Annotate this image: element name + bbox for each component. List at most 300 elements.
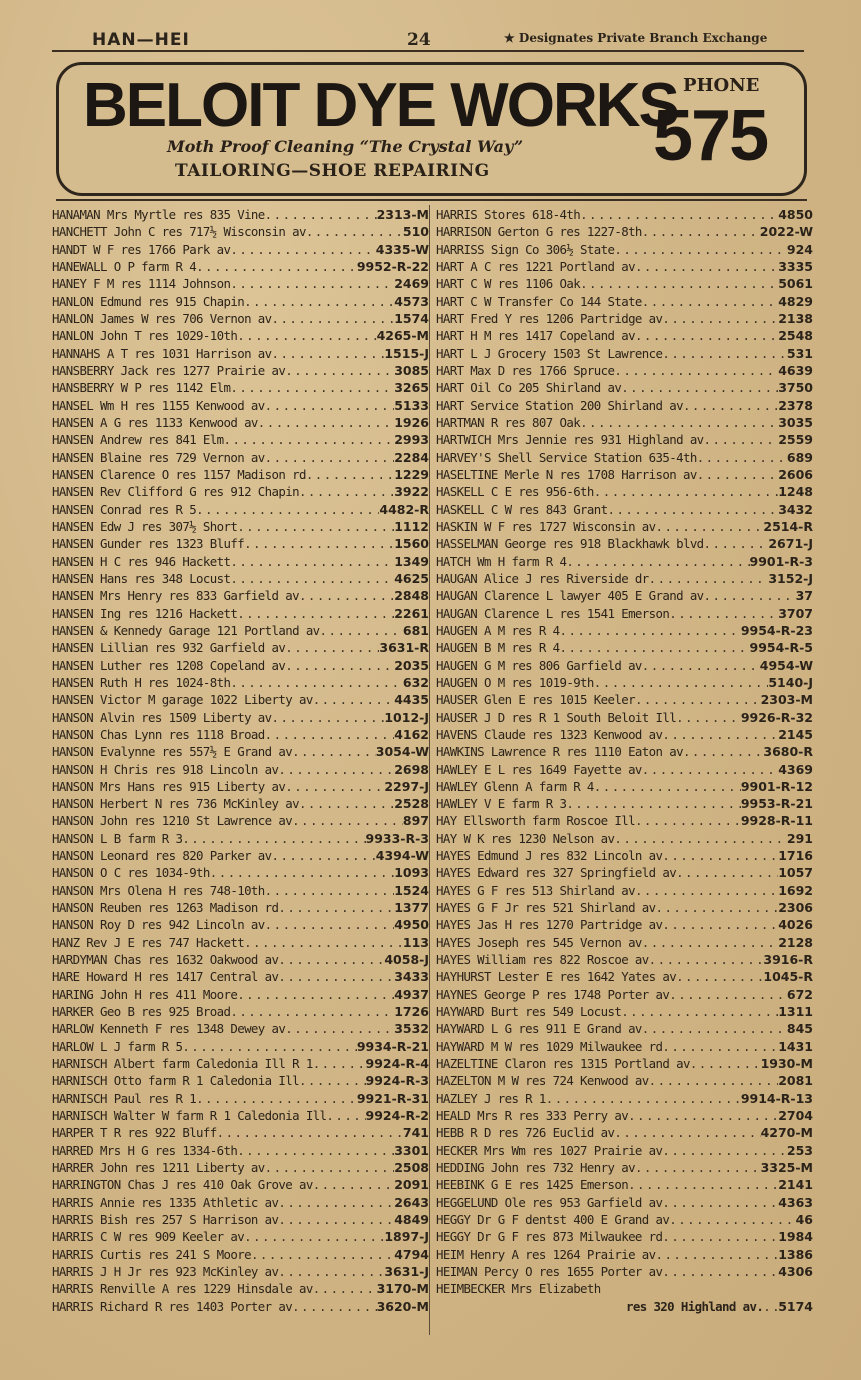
listing-entry	[436, 570, 813, 587]
listing-entry	[436, 1263, 813, 1280]
listing-entry	[52, 864, 429, 881]
dot-leader	[642, 761, 778, 778]
header-range: HAN—HEI	[92, 30, 190, 50]
phone-number: 2704	[778, 1108, 813, 1124]
phone-number: 9928-R-11	[740, 813, 813, 829]
listing-entry	[436, 1107, 813, 1124]
listing-name: HAYES Edward res 327 Springfield av	[436, 865, 677, 881]
phone-number: 4954-W	[759, 657, 813, 673]
listing-name: HARNISCH Albert farm Caledonia Ill R 1	[52, 1056, 313, 1072]
phone-number: 4794	[394, 1246, 429, 1262]
column-divider	[429, 205, 430, 1335]
listing-entry	[436, 882, 813, 899]
listing-entry	[52, 362, 429, 379]
phone-number: 1112	[394, 518, 429, 534]
listing-name: HART Max D res 1766 Spruce	[436, 362, 615, 378]
listing-name: res 320 Highland av.	[626, 1298, 764, 1314]
listing-name: HAUSER Glen E res 1015 Keeler	[436, 692, 635, 708]
dot-leader	[559, 622, 740, 639]
phone-number: 2022-W	[759, 224, 813, 240]
dot-leader	[649, 951, 764, 968]
phone-number: 2378	[778, 397, 813, 413]
listing-name: HANSON Leonard res 820 Parker av	[52, 848, 272, 864]
listing-name: HAYNES George P res 1748 Porter av	[436, 986, 670, 1002]
listing-name: HARNISCH Paul res R 1	[52, 1090, 197, 1106]
listing-entry	[436, 501, 813, 518]
listing-entry	[52, 934, 429, 951]
listing-name: HAYES Edmund J res 832 Lincoln av	[436, 848, 663, 864]
phone-number: 681	[402, 622, 429, 638]
listing-entry	[52, 709, 429, 726]
listing-name: HEGGELUND Ole res 953 Garfield av	[436, 1194, 663, 1210]
phone-number: 3916-R	[763, 952, 813, 968]
listing-name: HANDT W F res 1766 Park av	[52, 241, 231, 257]
listing-name: HANLON John T res 1029-10th	[52, 328, 238, 344]
listing-entry	[436, 691, 813, 708]
phone-number: 1515-J	[384, 345, 429, 361]
phone-number: 37	[795, 588, 813, 604]
listing-entry	[436, 483, 813, 500]
listing-name: HAYHURST Lester E res 1642 Yates av	[436, 969, 677, 985]
phone-number: 1045-R	[763, 969, 813, 985]
listing-name: HARLOW Kenneth F res 1348 Dewey av	[52, 1021, 286, 1037]
phone-number: 1377	[394, 900, 429, 916]
phone-number: 3152-J	[768, 570, 813, 586]
dot-leader	[669, 605, 778, 622]
listing-entry	[52, 1228, 429, 1245]
listing-entry	[52, 1263, 429, 1280]
listing-name: HAUGAN Alice J res Riverside dr	[436, 570, 649, 586]
dot-leader	[278, 1263, 384, 1280]
listing-entry	[436, 986, 813, 1003]
dot-leader	[306, 223, 403, 240]
phone-number: 2528	[394, 796, 429, 812]
phone-number: 9921-R-31	[356, 1090, 429, 1106]
listing-name: HAUGEN O M res 1019-9th	[436, 674, 594, 690]
listing-entry	[52, 535, 429, 552]
dot-leader	[244, 293, 394, 310]
listing-entry	[436, 1176, 813, 1193]
listing-entry	[52, 847, 429, 864]
phone-number: 3335	[778, 258, 813, 274]
listing-entry	[436, 864, 813, 881]
dot-leader	[230, 275, 394, 292]
listing-name: HANSEL Wm H res 1155 Kenwood av	[52, 397, 265, 413]
listing-name: HANSEN Conrad res R 5	[52, 501, 197, 517]
listing-name: HANSEN Hans res 348 Locust	[52, 570, 231, 586]
listing-entry	[52, 812, 429, 829]
listing-name: HANSON Mrs Hans res 915 Liberty av	[52, 778, 286, 794]
listing-entry	[52, 899, 429, 916]
phone-number: 3325-M	[760, 1160, 813, 1176]
listing-name: HANSEN & Kennedy Garage 121 Portland av	[52, 622, 320, 638]
listing-name: HANEWALL O P farm R 4	[52, 258, 197, 274]
phone-number: 531	[786, 345, 813, 361]
listing-name: HANSON Roy D res 942 Lincoln av	[52, 917, 265, 933]
listing-entry	[436, 293, 813, 310]
listing-entry	[52, 379, 429, 396]
phone-number: 9924-R-2	[365, 1108, 429, 1124]
phone-number: 2643	[394, 1194, 429, 1210]
phone-number: 9926-R-32	[740, 709, 813, 725]
listing-entry	[52, 501, 429, 518]
phone-number: 253	[786, 1142, 813, 1158]
dot-leader	[313, 1176, 395, 1193]
listing-name: HARKER Geo B res 925 Broad	[52, 1004, 231, 1020]
phone-number: 1984	[778, 1229, 813, 1245]
phone-number: 1248	[778, 484, 813, 500]
listing-name: HANSON O C res 1034-9th	[52, 865, 210, 881]
listing-name: HASKELL C W res 843 Grant	[436, 501, 608, 517]
dot-leader	[278, 951, 384, 968]
dot-leader	[272, 847, 376, 864]
listing-entry	[52, 1280, 429, 1297]
listing-name: HARRISON Gerton G res 1227-8th	[436, 224, 642, 240]
dot-leader	[230, 570, 394, 587]
dot-leader	[662, 847, 778, 864]
dot-leader	[278, 1211, 394, 1228]
listing-name: HARRIS Stores 618-4th	[436, 207, 581, 222]
phone-number: 4850	[778, 207, 813, 222]
dot-leader	[704, 587, 796, 604]
phone-number: 9901-R-12	[740, 778, 813, 794]
dot-leader	[244, 934, 403, 951]
phone-number: 3433	[394, 969, 429, 985]
dot-leader	[299, 795, 394, 812]
dot-leader	[230, 553, 394, 570]
listing-entry	[52, 916, 429, 933]
phone-number: 4058-J	[384, 952, 429, 968]
listing-name: HECKER Mrs Wm res 1027 Prairie av	[436, 1142, 663, 1158]
listing-entry	[436, 310, 813, 327]
dot-leader	[683, 743, 763, 760]
phone-number: 2508	[394, 1160, 429, 1176]
listing-name: HAZELTINE Claron res 1315 Portland av	[436, 1056, 690, 1072]
phone-number: 2284	[394, 449, 429, 465]
phone-number: 2559	[778, 432, 813, 448]
dot-leader	[313, 691, 395, 708]
listing-entry	[52, 449, 429, 466]
phone-number: 9953-R-21	[740, 796, 813, 812]
listing-name: HANSEN Ing res 1216 Hackett	[52, 605, 238, 621]
listing-name: HANSEN H C res 946 Hackett	[52, 553, 231, 569]
listing-entry	[52, 1176, 429, 1193]
listing-name: HARRED Mrs H G res 1334-6th	[52, 1142, 238, 1158]
phone-number: 2261	[394, 605, 429, 621]
listing-entry	[436, 1124, 813, 1141]
listing-entry	[436, 466, 813, 483]
listing-name: HANNAHS A T res 1031 Harrison av	[52, 345, 272, 361]
listing-name: HANSEN A G res 1133 Kenwood av	[52, 414, 258, 430]
listing-entry	[436, 674, 813, 691]
phone-number: 3054-W	[375, 744, 429, 760]
phone-number: 1926	[394, 414, 429, 430]
listing-entry	[52, 968, 429, 985]
dot-leader	[313, 1055, 366, 1072]
listing-entry	[52, 431, 429, 448]
listing-name: HAVENS Claude res 1323 Kenwood av	[436, 726, 663, 742]
phone-number: 1431	[778, 1038, 813, 1054]
phone-number: 2698	[394, 761, 429, 777]
listing-entry	[436, 657, 813, 674]
listing-name: HARLOW L J farm R 5	[52, 1038, 183, 1054]
listing-name: HART C W Transfer Co 144 State	[436, 293, 642, 309]
listing-entry	[52, 1055, 429, 1072]
dot-leader	[251, 1246, 394, 1263]
ad-business-name: BELOIT DYE WORKS	[83, 71, 678, 140]
listing-entry	[436, 1228, 813, 1245]
dot-leader	[642, 223, 760, 240]
dot-leader	[662, 916, 778, 933]
dot-leader	[292, 743, 376, 760]
phone-number: 632	[402, 674, 429, 690]
phone-number: 3085	[394, 362, 429, 378]
listing-entry	[52, 345, 429, 362]
phone-number: 5174	[778, 1298, 813, 1314]
listing-entry	[436, 968, 813, 985]
phone-number: 9934-R-21	[356, 1038, 429, 1054]
dot-leader	[662, 1194, 778, 1211]
dot-leader	[546, 1090, 741, 1107]
phone-number: 2606	[778, 466, 813, 482]
listing-name: HART A C res 1221 Portland av	[436, 258, 635, 274]
listing-name: HANSEN Andrew res 841 Elm	[52, 432, 224, 448]
phone-number: 1349	[394, 553, 429, 569]
listing-name: HANSEN Ruth H res 1024-8th	[52, 674, 231, 690]
dot-leader	[621, 379, 778, 396]
dot-leader	[580, 414, 778, 431]
listing-name: HANSEN Clarence O res 1157 Madison rd	[52, 466, 306, 482]
ad-phone-number: 575	[653, 96, 768, 176]
listing-name: HANSEN Luther res 1208 Copeland av	[52, 657, 286, 673]
dot-leader	[265, 726, 395, 743]
page-number: 24	[407, 30, 431, 50]
phone-number: 1716	[778, 848, 813, 864]
listing-name: HARRIS C W res 909 Keeler av	[52, 1229, 245, 1245]
listing-name: HANAMAN Mrs Myrtle res 835 Vine	[52, 207, 265, 222]
listing-name: HAYES Jas H res 1270 Partridge av	[436, 917, 663, 933]
phone-number: 897	[402, 813, 429, 829]
listing-entry	[52, 587, 429, 604]
listing-entry	[436, 778, 813, 795]
listing-entry	[52, 1090, 429, 1107]
phone-number: 2035	[394, 657, 429, 673]
listing-name: HARTMAN R res 807 Oak	[436, 414, 581, 430]
dot-leader	[614, 1124, 760, 1141]
listing-entry	[436, 535, 813, 552]
listing-name: HARNISCH Walter W farm R 1 Caledonia Ill	[52, 1108, 327, 1124]
listing-name: HARING John H res 411 Moore	[52, 986, 238, 1002]
phone-number: 9952-R-22	[356, 258, 429, 274]
dot-leader	[265, 206, 377, 223]
listing-name: HEALD Mrs R res 333 Perry av	[436, 1108, 629, 1124]
dot-leader	[196, 1090, 357, 1107]
listing-entry	[436, 830, 813, 847]
phone-number: 3922	[394, 484, 429, 500]
dot-leader	[285, 657, 394, 674]
listing-entry	[52, 639, 429, 656]
phone-number: 291	[786, 830, 813, 846]
listing-entry	[52, 691, 429, 708]
ad-tagline: Moth Proof Cleaning “The Crystal Way”	[167, 137, 524, 156]
listing-entry	[436, 1142, 813, 1159]
dot-leader	[230, 241, 375, 258]
dot-leader	[237, 1142, 394, 1159]
phone-number: 1726	[394, 1004, 429, 1020]
phone-number: 46	[795, 1212, 813, 1228]
dot-leader	[594, 483, 778, 500]
listing-name: HAUGAN Clarence L lawyer 405 E Grand av	[436, 588, 704, 604]
listing-name: HARRIS Annie res 1335 Athletic av	[52, 1194, 279, 1210]
ad-services: TAILORING—SHOE REPAIRING	[175, 161, 490, 181]
listing-name: HART C W res 1106 Oak	[436, 276, 581, 292]
phone-number: 845	[786, 1021, 813, 1037]
listing-entry	[52, 674, 429, 691]
listing-name: HANSBERRY W P res 1142 Elm	[52, 380, 231, 396]
dot-leader	[224, 431, 395, 448]
listing-entry	[52, 726, 429, 743]
dot-leader	[326, 1107, 365, 1124]
listing-name: HAUGAN Clarence L res 1541 Emerson	[436, 605, 670, 621]
listing-name: HARRISS Sign Co 306½ State	[436, 241, 615, 257]
phone-number: 1692	[778, 882, 813, 898]
dot-leader	[230, 674, 403, 691]
phone-number: 9933-R-3	[365, 830, 429, 846]
listing-name: HATCH Wm H farm R 4	[436, 553, 567, 569]
dot-leader	[265, 449, 395, 466]
listing-name: HANSEN Blaine res 729 Vernon av	[52, 449, 265, 465]
listing-name: HAZELTON M W res 724 Kenwood av	[436, 1073, 649, 1089]
listing-entry	[52, 605, 429, 622]
listing-entry	[52, 986, 429, 1003]
listing-entry	[52, 1003, 429, 1020]
listing-name: HASSELMAN George res 918 Blackhawk blvd	[436, 536, 704, 552]
phone-number: 3265	[394, 380, 429, 396]
dot-leader	[608, 501, 779, 518]
listing-entry	[52, 882, 429, 899]
listing-entry	[436, 431, 813, 448]
phone-number: 3035	[778, 414, 813, 430]
page-header	[52, 28, 804, 52]
listing-entry	[52, 553, 429, 570]
dot-leader	[237, 605, 394, 622]
listing-name: HEIM Henry A res 1264 Prairie av	[436, 1246, 656, 1262]
listing-name: HANSEN Edw J res 307½ Short	[52, 518, 238, 534]
listing-name: HARTWICH Mrs Jennie res 931 Highland av	[436, 432, 704, 448]
phone-number: 5061	[778, 276, 813, 292]
dot-leader	[559, 639, 749, 656]
listing-name: HAYES William res 822 Roscoe av	[436, 952, 649, 968]
phone-number: 4573	[394, 293, 429, 309]
listing-name: HANZ Rev J E res 747 Hackett	[52, 934, 245, 950]
listing-entry	[52, 1038, 429, 1055]
listing-entry	[436, 414, 813, 431]
dot-leader	[642, 934, 778, 951]
phone-number: 2514-R	[763, 518, 813, 534]
phone-number: 1229	[394, 466, 429, 482]
listing-name: HASKELL C E res 956-6th	[436, 484, 594, 500]
dot-leader	[669, 1211, 795, 1228]
dot-leader	[683, 397, 778, 414]
listing-entry	[436, 899, 813, 916]
dot-leader	[669, 986, 787, 1003]
dot-leader	[621, 1003, 778, 1020]
listing-entry	[52, 657, 429, 674]
listing-entry	[436, 795, 813, 812]
phone-number: 689	[786, 449, 813, 465]
dot-leader	[635, 691, 761, 708]
dot-leader	[299, 483, 394, 500]
listing-entry	[436, 1194, 813, 1211]
phone-number: 4363	[778, 1194, 813, 1210]
dot-leader	[237, 518, 394, 535]
listing-entry	[436, 622, 813, 639]
left-listing-column	[52, 206, 429, 1315]
dot-leader	[272, 709, 385, 726]
dot-leader	[566, 795, 740, 812]
phone-number: 2138	[778, 310, 813, 326]
phone-number: 9954-R-5	[749, 640, 813, 656]
dot-leader	[285, 1020, 394, 1037]
listing-entry	[52, 223, 429, 240]
listing-entry	[436, 916, 813, 933]
dot-leader	[662, 1228, 778, 1245]
listing-name: HAUGEN A M res R 4	[436, 622, 560, 638]
dot-leader	[278, 968, 394, 985]
phone-number: 9901-R-3	[749, 553, 813, 569]
phone-number: 3532	[394, 1021, 429, 1037]
dot-leader	[272, 345, 385, 362]
listing-name: HANSEN Lillian res 932 Garfield av	[52, 640, 286, 656]
phone-number: 4482-R	[379, 501, 429, 517]
dot-leader	[580, 275, 778, 292]
phone-number: 4369	[778, 761, 813, 777]
listing-name: HANSEN Victor M garage 1022 Liberty av	[52, 692, 313, 708]
dot-leader	[676, 709, 741, 726]
dot-leader	[285, 362, 394, 379]
phone-number: 4335-W	[375, 241, 429, 257]
listing-name: HAUSER J D res R 1 South Beloit Ill	[436, 709, 677, 725]
listing-entry	[52, 327, 429, 344]
listing-name: HARRIS Bish res 257 S Harrison av	[52, 1212, 279, 1228]
phone-number: 2306	[778, 900, 813, 916]
listing-name: HANSEN Rev Clifford G res 912 Chapin	[52, 484, 299, 500]
phone-number: 4026	[778, 917, 813, 933]
listing-entry	[436, 761, 813, 778]
dot-leader	[642, 657, 760, 674]
phone-number: 2141	[778, 1177, 813, 1193]
listing-name: HAY W K res 1230 Nelson av	[436, 830, 615, 846]
dot-leader	[635, 882, 778, 899]
listing-entry	[52, 622, 429, 639]
listing-name: HARRIS Curtis res 241 S Moore	[52, 1246, 251, 1262]
listing-name: HARRIS J H Jr res 923 McKinley av	[52, 1264, 279, 1280]
listing-entry	[436, 223, 813, 240]
phone-number: 4829	[778, 293, 813, 309]
dot-leader	[690, 1055, 761, 1072]
dot-leader	[676, 864, 778, 881]
dot-leader	[196, 258, 357, 275]
phone-number: 2128	[778, 934, 813, 950]
dot-leader	[230, 1003, 394, 1020]
listing-name: HANSON Alvin res 1509 Liberty av	[52, 709, 272, 725]
phone-number: 9914-R-13	[740, 1090, 813, 1106]
phone-number: 1930-M	[760, 1056, 813, 1072]
phone-number: 924	[786, 241, 813, 257]
listing-entry	[52, 293, 429, 310]
listing-entry	[52, 397, 429, 414]
listing-entry	[436, 449, 813, 466]
